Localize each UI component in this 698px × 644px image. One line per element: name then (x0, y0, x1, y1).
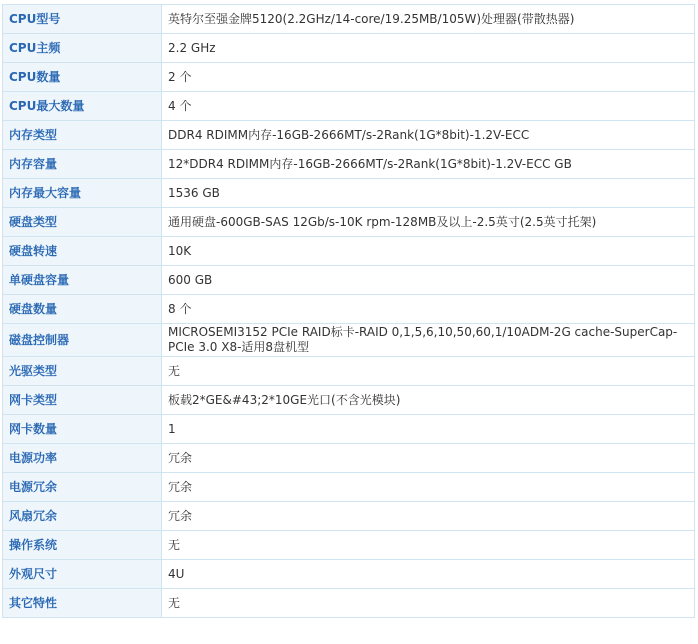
table-row (3, 266, 695, 295)
table-row (3, 502, 695, 531)
table-row (3, 444, 695, 473)
table-row (3, 150, 695, 179)
spec-value-operating-system: 无 (162, 531, 695, 560)
spec-label-memory-capacity: 内存容量 (3, 150, 162, 179)
spec-value-disk-count: 8 个 (162, 295, 695, 324)
table-row (3, 63, 695, 92)
spec-label-disk-controller: 磁盘控制器 (3, 324, 162, 357)
spec-label-nic-count: 网卡数量 (3, 415, 162, 444)
spec-label-power-redundancy: 电源冗余 (3, 473, 162, 502)
spec-label-memory-type: 内存类型 (3, 121, 162, 150)
spec-value-cpu-model: 英特尔至强金牌5120(2.2GHz/14-core/19.25MB/105W)处理器(带散热器) (162, 5, 695, 34)
spec-label-fan-redundancy: 风扇冗余 (3, 502, 162, 531)
spec-value-disk-type: 通用硬盘-600GB-SAS 12Gb/s-10K rpm-128MB及以上-2.5英寸(2.5英寸托架) (162, 208, 695, 237)
spec-label-single-disk-capacity: 单硬盘容量 (3, 266, 162, 295)
spec-label-disk-speed: 硬盘转速 (3, 237, 162, 266)
spec-value-nic-count: 1 (162, 415, 695, 444)
table-row (3, 179, 695, 208)
spec-label-other-features: 其它特性 (3, 589, 162, 618)
spec-label-cpu-frequency: CPU主频 (3, 34, 162, 63)
table-row (3, 324, 695, 357)
spec-value-cpu-count: 2 个 (162, 63, 695, 92)
table-row (3, 237, 695, 266)
table-row (3, 295, 695, 324)
spec-label-cpu-max-count: CPU最大数量 (3, 92, 162, 121)
spec-value-optical-drive-type: 无 (162, 357, 695, 386)
table-row (3, 34, 695, 63)
spec-label-form-factor: 外观尺寸 (3, 560, 162, 589)
spec-label-operating-system: 操作系统 (3, 531, 162, 560)
spec-value-cpu-frequency: 2.2 GHz (162, 34, 695, 63)
table-row (3, 121, 695, 150)
table-row (3, 5, 695, 34)
spec-value-memory-max-capacity: 1536 GB (162, 179, 695, 208)
spec-value-power-supply-wattage: 冗余 (162, 444, 695, 473)
spec-value-other-features: 无 (162, 589, 695, 618)
spec-value-disk-speed: 10K (162, 237, 695, 266)
spec-label-power-supply-wattage: 电源功率 (3, 444, 162, 473)
spec-label-disk-type: 硬盘类型 (3, 208, 162, 237)
spec-value-memory-type: DDR4 RDIMM内存-16GB-2666MT/s-2Rank(1G*8bit)-1.2V-ECC (162, 121, 695, 150)
spec-value-fan-redundancy: 冗余 (162, 502, 695, 531)
spec-table (2, 4, 695, 618)
spec-value-memory-capacity: 12*DDR4 RDIMM内存-16GB-2666MT/s-2Rank(1G*8bit)-1.2V-ECC GB (162, 150, 695, 179)
table-row (3, 208, 695, 237)
table-row (3, 560, 695, 589)
table-row (3, 357, 695, 386)
spec-value-form-factor: 4U (162, 560, 695, 589)
spec-label-memory-max-capacity: 内存最大容量 (3, 179, 162, 208)
table-row (3, 589, 695, 618)
table-row (3, 386, 695, 415)
spec-value-disk-controller: MICROSEMI3152 PCIe RAID标卡-RAID 0,1,5,6,10,50,60,1/10ADM-2G cache-SuperCap-PCIe 3.0 X8-适用8盘机型 (162, 324, 695, 357)
table-row (3, 473, 695, 502)
spec-label-nic-type: 网卡类型 (3, 386, 162, 415)
table-row (3, 92, 695, 121)
spec-label-cpu-count: CPU数量 (3, 63, 162, 92)
spec-value-power-redundancy: 冗余 (162, 473, 695, 502)
table-row (3, 531, 695, 560)
spec-value-nic-type: 板载2*GE&#43;2*10GE光口(不含光模块) (162, 386, 695, 415)
spec-label-cpu-model: CPU型号 (3, 5, 162, 34)
table-row (3, 415, 695, 444)
spec-label-disk-count: 硬盘数量 (3, 295, 162, 324)
spec-value-cpu-max-count: 4 个 (162, 92, 695, 121)
spec-label-optical-drive-type: 光驱类型 (3, 357, 162, 386)
spec-value-single-disk-capacity: 600 GB (162, 266, 695, 295)
